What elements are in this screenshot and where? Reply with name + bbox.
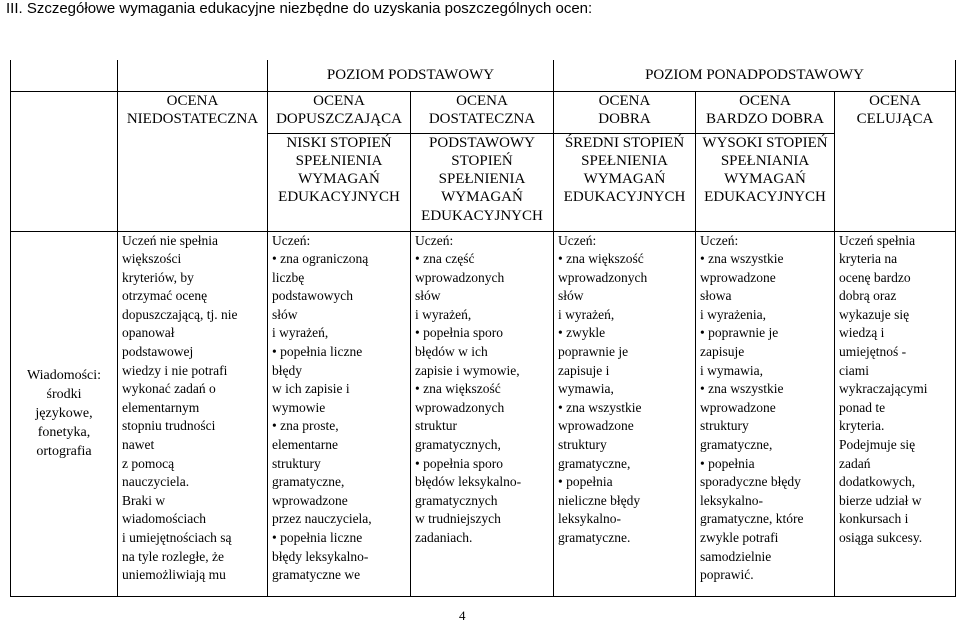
text-line: stopniu trudności (122, 418, 216, 434)
text-line: CELUJĄCA (856, 110, 934, 127)
text-line: ciami (839, 362, 869, 378)
bullet-item-continuation: zadaniach. (415, 530, 473, 545)
bullet-item-continuation: gramatycznych, (415, 437, 501, 453)
text-line: STOPIEŃ (451, 152, 513, 169)
page-number: 4 (459, 608, 466, 623)
bullet-item-continuation: gramatyczne. (558, 530, 631, 545)
text-line: umiejętnoś - (839, 344, 907, 360)
grade-header-dobra (554, 91, 696, 133)
text-line: językowe, (35, 406, 93, 421)
requirements-table (10, 60, 956, 597)
text-line: Podejmuje się (839, 437, 916, 453)
bullet-item-continuation: słów (272, 306, 298, 322)
text-line: większości (122, 251, 182, 267)
grade-header-niedostateczna (118, 91, 268, 231)
text-line: środki (46, 387, 82, 402)
bullet-item-continuation: poprawnie je (558, 344, 629, 360)
text-line: EDUKACYJNYCH (563, 189, 686, 206)
bullet-item-continuation: podstawowych (272, 288, 353, 304)
bullet-item: • zna część (415, 250, 550, 269)
fulfillment-basic (411, 133, 554, 231)
text-line: uniemożliwiają mu (122, 567, 226, 583)
fulfillment-low (268, 133, 411, 231)
text-line: dobrą oraz (839, 288, 897, 304)
intro-label: Uczeń: (700, 232, 739, 248)
text-line: NISKI STOPIEŃ (286, 134, 392, 151)
bullet-item-continuation: struktur (415, 418, 457, 434)
corner-empty-cell-2 (11, 91, 118, 231)
text-line: DOSTATECZNA (428, 110, 536, 127)
bullet-item-continuation: zwykle potrafi (700, 530, 779, 545)
text-line: NIEDOSTATECZNA (126, 110, 259, 127)
text-line: DOPUSZCZAJĄCA (276, 110, 402, 127)
bullet-item-continuation: zapisuje i (558, 362, 610, 378)
bullet-item-continuation: samodzielnie (700, 548, 772, 564)
bullet-item-continuation: wprowadzone (272, 492, 348, 508)
grade-header-celujaca (835, 91, 956, 231)
text-line: OCENA (598, 92, 651, 109)
text-line: podstawowej (122, 344, 194, 360)
bullet-item-continuation: w trudniejszych (415, 511, 501, 527)
subject-cell (11, 231, 118, 596)
text-line: OCENA (456, 92, 508, 109)
bullet-item-continuation: wprowadzonych (415, 269, 505, 285)
text-line: ortografia (36, 444, 92, 459)
intro-label: Uczeń: (415, 232, 454, 248)
bullet-item-continuation: wymowie (272, 399, 326, 415)
bullet-item-continuation: gramatyczne, (700, 437, 773, 453)
text-line: DOBRA (598, 110, 651, 127)
bullet-item-continuation: błędy (272, 362, 302, 378)
text-line: Uczeń spełnia (839, 232, 916, 248)
content-dobra (554, 231, 696, 596)
bullet-item-continuation: słowa (700, 288, 732, 304)
text-line: EDUKACYJNYCH (704, 189, 826, 206)
text-line: ponad te (839, 399, 886, 415)
text-line: opanował (122, 325, 175, 341)
empty-header-cell (118, 60, 268, 91)
bullet-item-continuation: zapisie i wymowie, (415, 362, 520, 378)
text-line: ocenę bardzo (839, 269, 911, 285)
bullet-item-continuation: gramatyczne, (558, 455, 631, 471)
text-line: OCENA (739, 92, 791, 109)
bullet-item-continuation: słów (415, 288, 441, 304)
fulfillment-high (696, 133, 835, 231)
text-line: dodatkowych, (839, 474, 916, 490)
text-line: PODSTAWOWY (429, 134, 535, 151)
bullet-item-continuation: wprowadzone (558, 418, 634, 434)
text-line: z pomocą (122, 455, 175, 471)
text-line: SPEŁNIENIA (295, 152, 383, 169)
text-line: ŚREDNI STOPIEŃ (564, 134, 685, 151)
text-line: kryteriów, by (122, 269, 194, 285)
bullet-item-continuation: przez nauczyciela, (272, 511, 372, 527)
bullet-item: • popełnia (558, 473, 692, 492)
bullet-item-continuation: błędy leksykalno- (272, 548, 369, 564)
bullet-item-continuation: gramatyczne, które (700, 511, 804, 527)
bullet-item: • zna większość (558, 250, 692, 269)
text-line: SPEŁNIENIA (438, 171, 526, 188)
bullet-item-continuation: poprawić. (700, 567, 754, 583)
bullet-item-continuation: i wyrażeń, (415, 306, 472, 322)
text-line: EDUKACYJNYCH (421, 207, 543, 224)
bullet-item-continuation: nieliczne błędy (558, 492, 641, 508)
text-line: WYSOKI STOPIEŃ (702, 134, 828, 151)
text-line: wykazuje się (839, 306, 910, 322)
text-line: WYMAGAŃ (724, 171, 806, 188)
fulfillment-medium (554, 133, 696, 231)
bullet-item-continuation: i wymawia, (700, 362, 763, 378)
bullet-item-continuation: sporadyczne błędy (700, 474, 801, 490)
text-line: EDUKACYJNYCH (278, 189, 400, 206)
bullet-item: • popełnia liczne (272, 529, 407, 548)
bullet-item-continuation: zapisuje (700, 344, 745, 360)
bullet-item-continuation: elementarne (272, 437, 338, 453)
bullet-item-continuation: struktury (700, 418, 749, 434)
text-line: na tyle rozległe, że (122, 548, 224, 564)
text-line: konkursach i (839, 511, 909, 527)
text-line: wiadomościach (122, 511, 206, 527)
text-line: Wiadomości: (26, 368, 102, 383)
bullet-item: • popełnia sporo (415, 324, 550, 343)
bullet-item: • popełnia sporo (415, 455, 550, 474)
level-basic-header: POZIOM PODSTAWOWY (268, 60, 554, 91)
grade-header-dostateczna (411, 91, 554, 133)
bullet-item: • zna większość (415, 380, 550, 399)
bullet-item-continuation: struktury (272, 455, 321, 471)
text-line: SPEŁNIANIA (720, 152, 810, 169)
bullet-item-continuation: i wyrażenia, (700, 306, 766, 322)
text-line: fonetyka, (37, 425, 91, 440)
content-bardzo-dobra (696, 231, 835, 596)
bullet-item-continuation: wprowadzone (700, 399, 776, 415)
bullet-item-continuation: liczbę (272, 269, 305, 285)
bullet-item-continuation: wprowadzonych (558, 269, 648, 285)
bullet-item: • popełnia liczne (272, 343, 407, 362)
section-heading: III. Szczegółowe wymagania edukacyjne niezbędne do uzyskania poszczególnych ocen: (6, 0, 593, 17)
bullet-item-continuation: błędów w ich (415, 344, 488, 360)
grade-header-dopuszczajaca (268, 91, 411, 133)
text-line: i umiejętnościach są (122, 530, 232, 545)
text-line: wiedzy i nie potrafi (122, 362, 228, 378)
bullet-item: • zna ograniczoną (272, 250, 407, 269)
text-line: WYMAGAŃ (441, 189, 523, 206)
bullet-item-continuation: i wyrażeń, (558, 306, 615, 322)
text-line: OCENA (166, 92, 219, 109)
bullet-item: • poprawnie je (700, 324, 831, 343)
text-line: bierze udział w (839, 492, 922, 508)
text-line: WYMAGAŃ (298, 171, 380, 188)
bullet-item: • zwykle (558, 324, 692, 343)
bullet-item-continuation: wprowadzone (700, 269, 776, 285)
text-line: BARDZO DOBRA (706, 110, 824, 127)
bullet-item: • zna proste, (272, 417, 407, 436)
corner-empty-cell (11, 60, 118, 91)
text-line: zadań (839, 455, 871, 471)
content-niedostateczna (118, 231, 268, 596)
text-line: nawet (122, 437, 155, 453)
bullet-item-continuation: słów (558, 288, 584, 304)
content-dopuszczajaca (268, 231, 411, 596)
grade-header-bardzo-dobra (696, 91, 835, 133)
level-advanced-header: POZIOM PONADPODSTAWOWY (554, 60, 956, 91)
bullet-item-continuation: leksykalno- (700, 492, 763, 508)
text-line: WYMAGAŃ (583, 171, 666, 188)
bullet-item-continuation: leksykalno- (558, 511, 621, 527)
text-line: wykraczającymi (839, 381, 928, 397)
text-line: Uczeń nie spełnia (122, 232, 218, 248)
bullet-item-continuation: struktury (558, 437, 607, 453)
bullet-item-continuation: i wyrażeń, (272, 325, 329, 341)
text-line: dopuszczającą, tj. nie (122, 306, 238, 322)
bullet-item-continuation: wprowadzonych (415, 399, 505, 415)
text-line: kryteria. (839, 418, 885, 434)
intro-label: Uczeń: (272, 232, 311, 248)
bullet-item-continuation: błędów leksykalno- (415, 474, 522, 490)
text-line: wykonać zadań o (122, 381, 216, 397)
bullet-item-continuation: gramatyczne we (272, 567, 361, 583)
content-celujaca (835, 231, 956, 596)
text-line: nauczyciela. (122, 474, 190, 490)
bullet-item: • zna wszystkie (558, 399, 692, 418)
bullet-item: • zna wszystkie (700, 250, 831, 269)
text-line: wiedzą i (839, 325, 885, 341)
text-line: elementarnym (122, 399, 200, 415)
text-line: OCENA (869, 92, 921, 109)
bullet-item-continuation: gramatyczne, (272, 474, 345, 490)
text-line: OCENA (313, 92, 365, 109)
text-line: osiąga sukcesy. (839, 530, 923, 545)
text-line: Braki w (122, 492, 166, 508)
text-line: kryteria na (839, 251, 898, 267)
text-line: SPEŁNIENIA (581, 152, 668, 169)
bullet-item-continuation: wymawia, (558, 381, 614, 397)
text-line: otrzymać ocenę (122, 288, 208, 304)
bullet-item: • popełnia (700, 455, 831, 474)
bullet-item-continuation: w ich zapisie i (272, 381, 350, 397)
bullet-item: • zna wszystkie (700, 380, 831, 399)
intro-label: Uczeń: (558, 232, 597, 248)
bullet-item-continuation: gramatycznych (415, 492, 498, 508)
content-dostateczna (411, 231, 554, 596)
